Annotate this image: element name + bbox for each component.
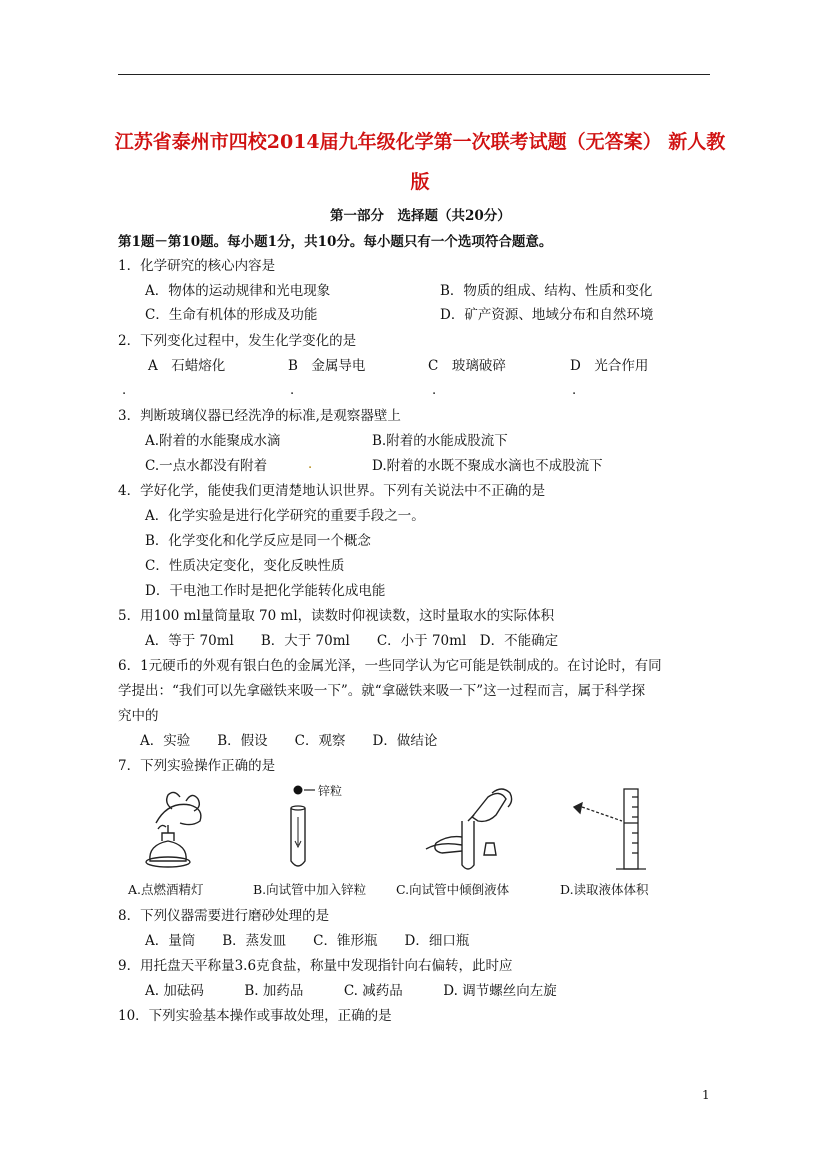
q1-option-a: A．物体的运动规律和光电现象	[145, 283, 331, 299]
figure-a-caption: A.点燃酒精灯	[128, 882, 204, 897]
q8-stem: 8．下列仪器需要进行磨砂处理的是	[118, 908, 330, 924]
stray-dot: .	[308, 457, 313, 472]
q9-options: A. 加砝码 B. 加药品 C. 减药品 D. 调节螺丝向左旋	[145, 983, 557, 999]
q3-option-c: C.一点水都没有附着	[145, 458, 268, 474]
q4-stem: 4．学好化学，能使我们更清楚地认识世界。下列有关说法中不正确的是	[118, 483, 546, 499]
q3-option-b: B.附着的水能成股流下	[372, 433, 508, 449]
q1-option-c: C．生命有机体的形成及功能	[145, 307, 318, 323]
stray-dot: .	[432, 383, 437, 398]
q7-stem: 7．下列实验操作正确的是	[118, 758, 276, 774]
q3-stem: 3．判断玻璃仪器已经洗净的标准,是观察器壁上	[118, 408, 401, 424]
q4-option-d: D．干电池工作时是把化学能转化成电能	[145, 583, 386, 599]
q5-stem: 5．用100 ml量筒量取 70 ml，读数时仰视读数，这时量取水的实际体积	[118, 608, 555, 624]
section-instructions: 第1题－第10题。每小题1分，共10分。每小题只有一个选项符合题意。	[118, 234, 553, 250]
q1-option-d: D．矿产资源、地域分布和自然环境	[440, 307, 654, 323]
q1-option-b: B．物质的组成、结构、性质和变化	[440, 283, 653, 299]
zinc-granule-label: 锌粒	[318, 784, 343, 798]
figure-d-caption: D.读取液体体积	[560, 882, 649, 897]
figure-c-caption: C.向试管中倾倒液体	[396, 882, 510, 897]
q5-options: A．等于 70ml B．大于 70ml C．小于 70ml D．不能确定	[145, 633, 559, 649]
q8-options: A．量筒 B．蒸发皿 C．锥形瓶 D．细口瓶	[145, 933, 470, 949]
q2-stem: 2．下列变化过程中，发生化学变化的是	[118, 333, 357, 349]
q4-option-a: A．化学实验是进行化学研究的重要手段之一。	[145, 508, 425, 524]
q6-stem-line3: 究中的	[118, 708, 159, 724]
stray-dot: .	[290, 383, 295, 398]
q6-stem-line1: 6．1元硬币的外观有银白色的金属光泽，一些同学认为它可能是铁制成的。在讨论时，有同	[118, 658, 662, 674]
q7-figures	[128, 783, 688, 898]
document-title-line2: 版	[410, 171, 430, 193]
q4-option-b: B．化学变化和化学反应是同一个概念	[145, 533, 371, 549]
q2-option-b: B 金属导电	[288, 358, 366, 374]
pouring-liquid-illustration	[396, 783, 546, 878]
graduated-cylinder-illustration	[560, 783, 690, 878]
header-rule	[118, 74, 710, 75]
stray-dot: .	[572, 383, 577, 398]
q10-stem: 10．下列实验基本操作或事故处理，正确的是	[118, 1008, 392, 1024]
stray-dot: .	[122, 383, 127, 398]
q1-stem: 1．化学研究的核心内容是	[118, 258, 276, 274]
q6-stem-line2: 学提出：“我们可以先拿磁铁来吸一下”。就“拿磁铁来吸一下”这一过程而言，属于科学探	[118, 683, 646, 699]
section-heading: 第一部分 选择题（共20分）	[330, 208, 511, 224]
figure-d	[560, 783, 690, 898]
q3-option-a: A.附着的水能聚成水滴	[145, 433, 281, 449]
q2-option-a: A 石蜡熔化	[148, 358, 226, 374]
q2-option-d: D 光合作用	[570, 358, 649, 374]
alcohol-lamp-illustration	[128, 783, 258, 878]
figure-b-caption: B.向试管中加入锌粒	[253, 882, 367, 897]
q2-option-c: C 玻璃破碎	[428, 358, 506, 374]
figure-a	[128, 783, 268, 898]
figure-b	[253, 783, 393, 898]
q9-stem: 9．用托盘天平称量3.6克食盐，称量中发现指针向右偏转，此时应	[118, 958, 513, 974]
page-number: 1	[702, 1088, 710, 1102]
q3-option-d: D.附着的水既不聚成水滴也不成股流下	[372, 458, 603, 474]
document-title-line1: 江苏省泰州市四校2014届九年级化学第一次联考试题（无答案） 新人教	[114, 131, 726, 153]
q4-option-c: C．性质决定变化，变化反映性质	[145, 558, 345, 574]
figure-c	[396, 783, 546, 898]
q6-options: A．实验 B．假设 C．观察 D．做结论	[140, 733, 438, 749]
